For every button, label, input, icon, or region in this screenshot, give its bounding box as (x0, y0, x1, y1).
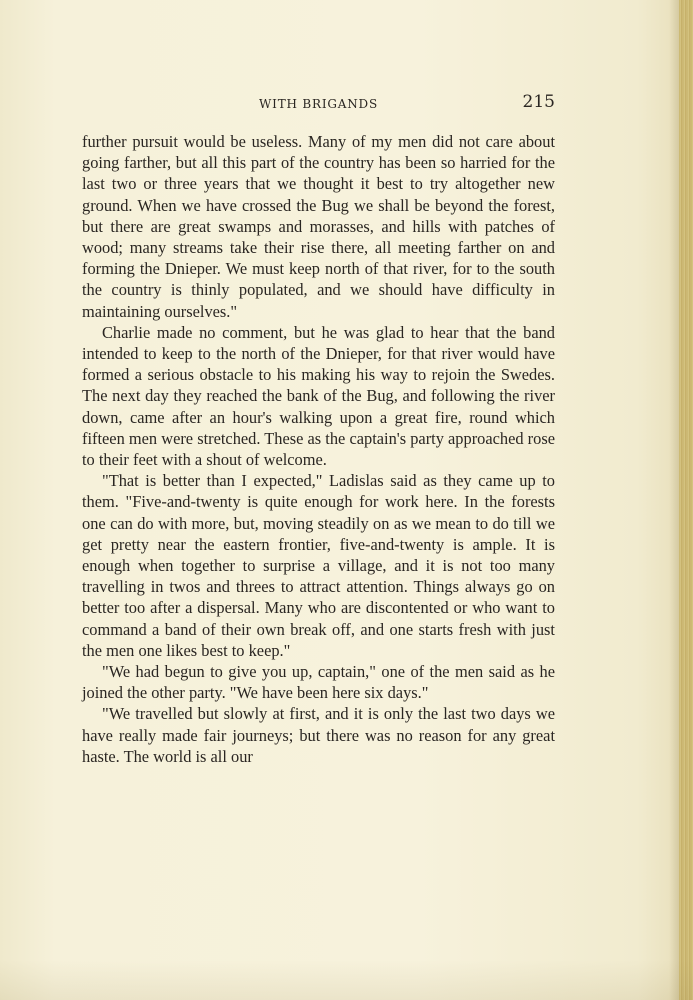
page-stack-edge (679, 0, 693, 1000)
paragraph-4: "We had begun to give you up, captain," one of the men said as he joined the other party. "We have been here six days." (82, 662, 555, 703)
paragraph-2: Charlie made no comment, but he was glad to hear that the band intended to keep to the north of the Dnieper, for that river would have formed a serious obstacle to his making his way to rejoin the Swedes. The next day they reached the bank of the Bug, and following the river down, came after an hour's walking upon a great fire, round which fifteen men were stretched. These as the captain's party approached rose to their feet with a shout of welcome. (82, 322, 555, 470)
page-edge-shadow (669, 0, 679, 1000)
page-number: 215 (522, 92, 555, 112)
page-header (82, 92, 555, 116)
paragraph-1: further pursuit would be useless. Many of my men did not care about going farther, but all this part of the country has been so harried for the last two or three years that we thought it best to try altogether new ground. When we have crossed the Bug we shall be beyond the forest, but there are great swamps and morasses, and hills with patches of wood; many streams take their rise there, all meeting farther on and forming the Dnieper. We must keep north of that river, for to the south the country is thinly populated, and we should have difficulty in maintaining ourselves." (82, 132, 555, 321)
running-head: WITH BRIGANDS (259, 97, 378, 111)
paragraph-5: "We travelled but slowly at first, and it is only the last two days we have really made fair journeys; but there was no reason for any great haste. The world is all our (82, 704, 555, 766)
bottom-shade (0, 960, 693, 1000)
paragraph-3: "That is better than I expected," Ladislas said as they came up to them. "Five-and-twenty is quite enough for work here. In the forests one can do with more, but, moving steadily on as we mean to do till we get pretty near the eastern frontier, five-and-twenty is ample. It is enough when together to surprise a village, and it is not too many travelling in twos and threes to attract attention. Things always go on better too after a dispersal. Many who are discontented or who want to command a band of their own break off, and one starts fresh with just the men one likes best to keep." (82, 471, 555, 660)
body-text (82, 131, 555, 767)
